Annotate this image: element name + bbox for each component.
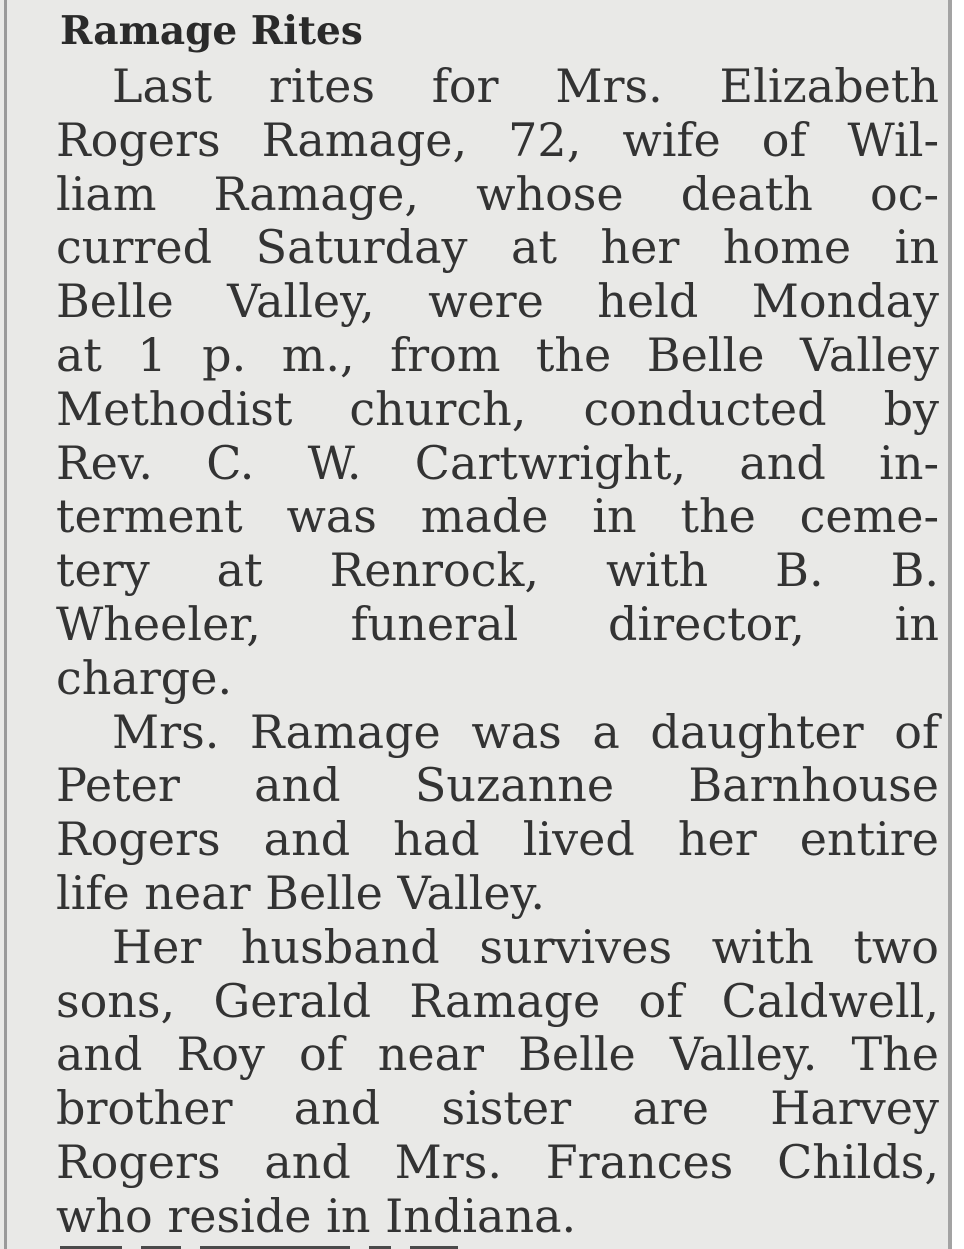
text-line: Rev. C. W. Cartwright, and in-	[56, 435, 939, 490]
text-line: Her husband survives with two	[112, 919, 939, 974]
text-line: liam Ramage, whose death oc-	[56, 166, 939, 221]
text-line: who reside in Indiana.	[56, 1188, 577, 1243]
text-line: Methodist church, conducted by	[56, 381, 939, 436]
text-line: Mrs. Ramage was a daughter of	[112, 704, 939, 759]
text-line: brother and sister are Harvey	[56, 1081, 939, 1136]
text-line: charge.	[56, 650, 233, 705]
text-line: and Roy of near Belle Valley. The	[56, 1027, 939, 1082]
text-line: curred Saturday at her home in	[56, 220, 939, 275]
article-body	[56, 60, 939, 1244]
article-headline: Ramage Rites	[60, 8, 363, 54]
paragraph-3	[56, 921, 939, 1244]
text-line: Last rites for Mrs. Elizabeth	[112, 59, 939, 113]
left-column-rule	[4, 0, 7, 1249]
text-line: Rogers and Mrs. Frances Childs,	[56, 1134, 939, 1189]
text-line: Rogers and had lived her entire	[56, 812, 939, 867]
text-line: tery at Renrock, with B. B.	[56, 543, 939, 598]
text-line: Rogers Ramage, 72, wife of Wil-	[56, 112, 939, 167]
paragraph-1	[56, 60, 939, 706]
text-line: Wheeler, funeral director, in	[56, 596, 939, 651]
page-margin	[952, 0, 964, 1249]
paragraph-2	[56, 706, 939, 921]
text-line: Peter and Suzanne Barnhouse	[56, 758, 939, 813]
text-line: at 1 p. m., from the Belle Valley	[56, 327, 939, 382]
text-line: sons, Gerald Ramage of Caldwell,	[56, 973, 939, 1028]
next-story-headline-fragment	[60, 1240, 660, 1249]
text-line: life near Belle Valley.	[56, 865, 546, 920]
text-line: terment was made in the ceme-	[56, 489, 939, 544]
text-line: Belle Valley, were held Monday	[56, 274, 939, 329]
